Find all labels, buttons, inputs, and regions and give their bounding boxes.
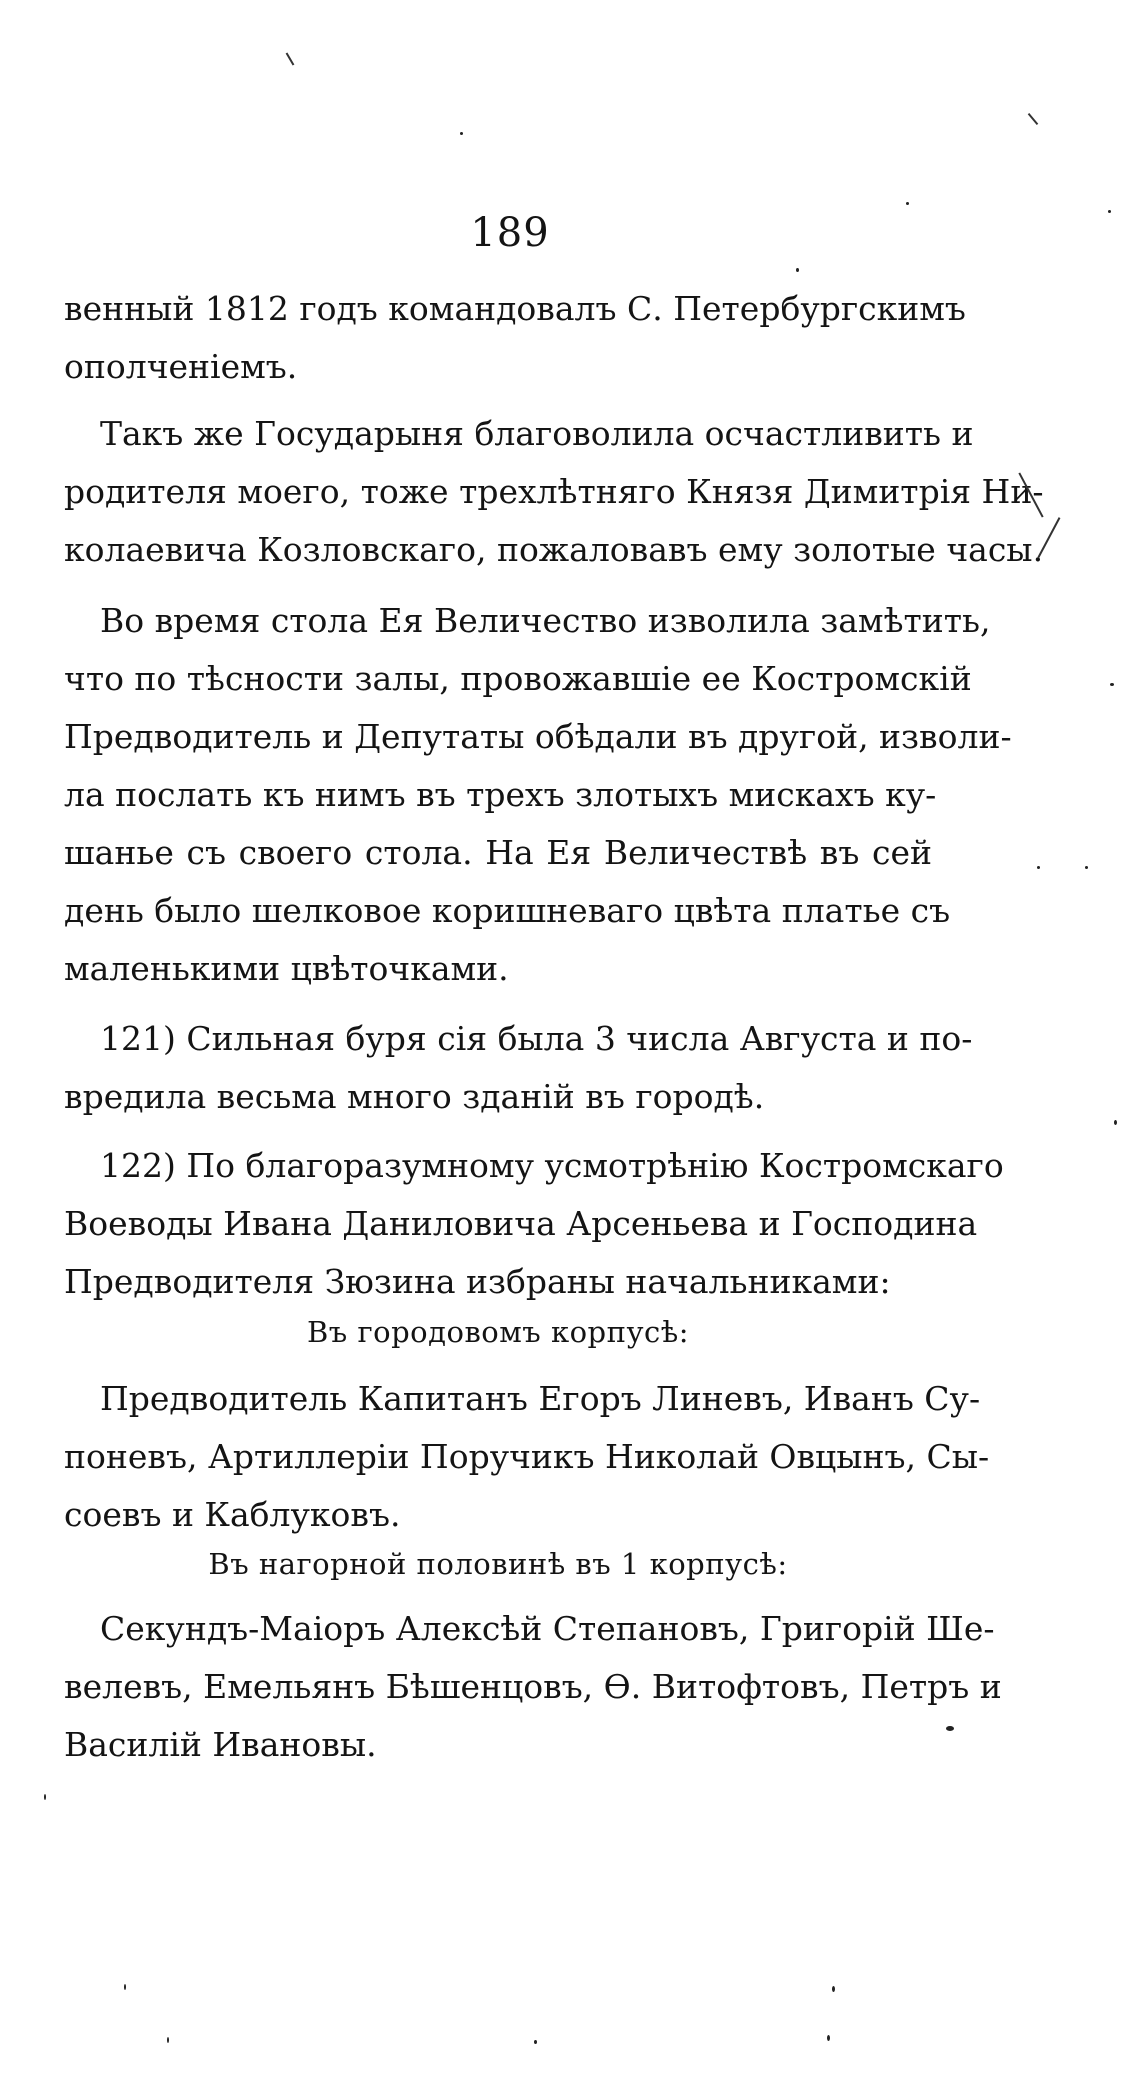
text-line: Василій Ивановы. — [64, 1725, 377, 1764]
scan-speck — [827, 2035, 830, 2041]
text-line: Воеводы Ивана Даниловича Арсеньева и Господина — [64, 1204, 978, 1243]
scan-speck — [44, 1794, 46, 1800]
text-line: ла послать къ нимъ въ трехъ злотыхъ мискахъ ку- — [64, 775, 937, 814]
text-line: венный 1812 годъ командовалъ С. Петербургскимъ — [64, 289, 966, 328]
text-line: что по тѣсности залы, провожавшіе ее Костромскій — [64, 659, 972, 698]
text-line: Предводитель и Депутаты обѣдали въ другой, изволи- — [64, 717, 1012, 756]
scan-speck — [534, 2040, 537, 2044]
text-line: поневъ, Артиллеріи Поручикъ Николай Овцынъ, Сы- — [64, 1437, 990, 1476]
text-line: Такъ же Государыня благоволила осчастливить и — [100, 414, 974, 453]
text-line: Предводителя Зюзина избраны начальниками: — [64, 1262, 891, 1301]
note-122 — [64, 1137, 1004, 1311]
section-heading-city: Въ городовомъ корпусѣ: — [306, 1315, 690, 1349]
text-line: ополченіемъ. — [64, 347, 298, 386]
scan-speck — [286, 52, 295, 65]
scan-speck — [1110, 683, 1114, 686]
paragraph-continuation — [64, 280, 966, 396]
scan-speck — [1108, 210, 1111, 213]
scan-speck — [1037, 866, 1040, 869]
scan-speck — [796, 268, 799, 272]
text-line: 121) Сильная буря сія была 3 числа Августа и по- — [100, 1019, 973, 1058]
section-hill-list — [64, 1600, 1002, 1774]
scan-speck — [167, 2037, 169, 2043]
section-heading-hill: Въ нагорной половинѣ въ 1 корпусѣ: — [208, 1547, 788, 1581]
scan-speck — [832, 1986, 835, 1992]
section-city-list — [64, 1370, 990, 1544]
text-line: родителя моего, тоже трехлѣтняго Князя Димитрія Ни- — [64, 472, 1044, 511]
text-line: Секундъ-Маіоръ Алексѣй Степановъ, Григорій Ше- — [100, 1609, 995, 1648]
note-121 — [64, 1010, 973, 1126]
text-line: шанье съ своего стола. На Ея Величествѣ въ сей — [64, 833, 932, 872]
text-line: день было шелковое коришневаго цвѣта платье съ — [64, 891, 951, 930]
text-line: велевъ, Емельянъ Бѣшенцовъ, Ѳ. Витофтовъ, Петръ и — [64, 1667, 1002, 1706]
paragraph-dinner — [64, 592, 1012, 998]
scan-speck — [906, 202, 909, 205]
text-line: колаевича Козловскаго, пожаловавъ ему золотые часы. — [64, 530, 1044, 569]
scan-speck — [124, 1984, 126, 1990]
text-line: 122) По благоразумному усмотрѣнію Костромскаго — [100, 1146, 1004, 1185]
text-line: Во время стола Ея Величество изволила замѣтить, — [100, 601, 991, 640]
scan-speck — [460, 132, 463, 135]
text-line: Предводитель Капитанъ Егоръ Линевъ, Иванъ Су- — [100, 1379, 981, 1418]
scan-speck — [946, 1726, 954, 1731]
text-line: соевъ и Каблуковъ. — [64, 1495, 401, 1534]
text-line: вредила весьма много зданій въ городѣ. — [64, 1077, 765, 1116]
page-number: 189 — [470, 210, 550, 256]
scan-speck — [1028, 113, 1039, 125]
text-line: маленькими цвѣточками. — [64, 949, 509, 988]
scan-speck — [1085, 866, 1088, 869]
paragraph-watch-gift — [64, 405, 1044, 579]
scan-speck — [1114, 1120, 1117, 1125]
